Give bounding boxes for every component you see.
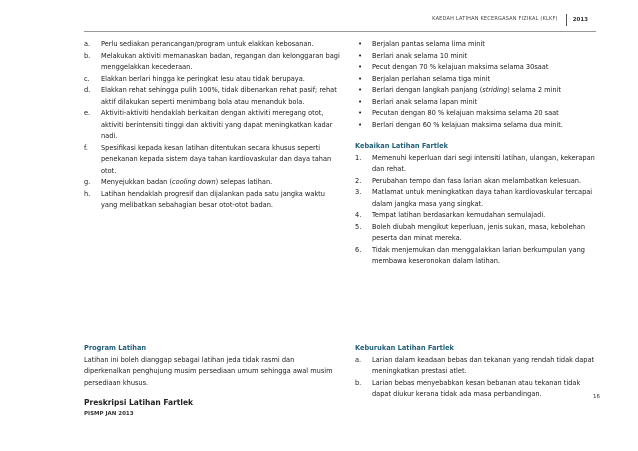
bullet-marker: • [358,120,363,129]
page-footer: PISMP JAN 2013 [84,411,134,417]
bullet-text: Berjalan pantas selama lima minit [372,40,485,48]
list-marker: h. [84,189,91,198]
fartlek-steps-list [355,39,599,131]
list-item [84,177,342,189]
list-item [355,378,599,401]
bullet-marker: • [358,74,363,83]
list-item-text: Tidak menjemukan dan menggalakkan larian berkumpulan yang membawa keseronokan dalam latihan. [372,245,585,265]
advantages-list [355,153,599,268]
bullet-item [355,39,599,51]
bullet-text: Berjalan perlahan selama tiga minit [372,74,491,83]
list-item [355,222,599,245]
advantages-heading: Kebaikan Latihan Fartlek [355,142,449,150]
list-item [355,187,599,210]
list-item [84,85,342,108]
list-item-text: Perlu sediakan perancangan/program untuk elakkan kebosanan. [101,40,314,48]
header-title: KAEDAH LATIHAN KECERGASAN FIZIKAL (KLKF) [432,16,558,23]
bullet-item [355,74,599,86]
list-item [84,143,342,178]
program-section [84,343,342,409]
list-item [84,108,342,143]
list-item-text: Larian dalam keadaan bebas dan tekanan yang rendah tidak dapat meningkatkan prestasi atlet. [372,355,595,375]
list-marker: f. [84,143,88,152]
list-item-text-part: Menyejukkan badan ( [101,178,173,186]
list-item [355,355,599,378]
list-item-text: Aktiviti-aktiviti hendaklah berkaitan dengan aktiviti meregang otot, aktiviti berintensiti tinggi dan aktiviti yang dapat meningkatkan kadar nadi. [101,109,333,140]
list-marker: a. [355,355,362,364]
bullet-item [355,97,599,109]
list-item-text-part: ) selepas latihan. [215,178,273,186]
bullet-text-part: Berlari dengan langkah panjang ( [372,86,483,94]
bullet-text: Berlari anak selama lapan minit [372,97,478,106]
list-item-text: Perubahan tempo dan fasa larian akan melambatkan kelesuan. [372,176,582,185]
bullet-marker: • [358,40,363,48]
list-item [84,39,342,51]
header-divider [84,31,596,32]
list-marker: d. [84,86,91,94]
disadvantages-section [355,343,599,401]
list-item-text: Tempat latihan berdasarkan kemudahan semulajadi. [372,211,546,219]
list-item [355,153,599,176]
list-marker: a. [84,40,91,48]
list-item [84,189,342,212]
bullet-marker: • [358,63,363,71]
bullet-text: Berlari dengan 60 % kelajuan maksima selama dua minit. [372,120,563,129]
bullet-italic-term: striding [482,86,508,94]
list-marker: 1. [355,153,362,162]
list-item-text: Memenuhi keperluan dari segi intensiti latihan, ulangan, kekerapan dan rehat. [372,153,595,173]
prescription-heading: Preskripsi Latihan Fartlek [84,398,194,407]
bullet-item [355,51,599,63]
list-marker: 6. [355,245,362,254]
bullet-marker: • [358,97,363,106]
header-year: 2013 [566,14,588,26]
program-heading: Program Latihan [84,344,147,352]
list-marker: g. [84,178,91,186]
list-marker: 2. [355,176,362,185]
list-item [355,245,599,268]
list-marker: 5. [355,222,362,231]
bullet-item [355,62,599,74]
bullet-marker: • [358,51,363,60]
page-number: 16 [593,394,600,400]
list-item [84,74,342,86]
list-item-text: Elakkan berlari hingga ke peringkat lesu atau tidak berupaya. [101,74,305,83]
bullet-text: Pecut dengan 70 % kelajuan maksima selama 30saat [372,63,549,71]
list-item-text: Elakkan rehat sehingga pulih 100%, tidak dibenarkan rehat pasif; rehat aktif dilakukan seperti menimbang bola atau menanduk bola. [101,86,337,106]
bullet-item [355,85,599,97]
guidelines-list [84,39,342,212]
list-marker: b. [355,378,362,387]
bullet-text: Berlari anak selama 10 minit [372,51,468,60]
list-item [355,210,599,222]
list-marker: b. [84,51,91,60]
right-column [355,39,599,268]
list-item [84,51,342,74]
bullet-text-part: ) selama 2 minit [507,86,561,94]
bullet-marker: • [358,109,363,117]
disadvantages-heading: Keburukan Latihan Fartlek [355,344,454,352]
list-marker: 4. [355,211,362,219]
list-item-text: Melakukan aktiviti memanaskan badan, regangan dan kelonggaran bagi menggelakkan kecederaan. [101,51,340,71]
list-item-text: Matlamat untuk meningkatkan daya tahan kardiovaskular tercapai dalam jangka masa yang singkat. [372,188,593,208]
list-item-text: Boleh diubah mengikut keperluan, jenis sukan, masa, kebolehan peserta dan minat mereka. [372,222,586,242]
bullet-marker: • [358,86,363,94]
program-paragraph: Latihan ini boleh dianggap sebagai latihan jeda tidak rasmi dan diperkenalkan penghujung musim persediaan umum sehingga awal musim persediaan khusus. [84,355,333,387]
list-item-italic-term: cooling down [172,178,216,186]
list-marker: c. [84,74,90,83]
left-column [84,39,342,212]
bullet-text: Pecutan dengan 80 % kelajuan maksima selama 20 saat [372,109,559,117]
list-marker: 3. [355,188,362,196]
page-header [432,14,588,26]
list-item-text: Latihan hendaklah progresif dan dijalankan pada satu jangka waktu yang melibatkan sebahagian besar otot-otot badan. [101,189,325,209]
list-item [355,176,599,188]
list-item-text: Larian bebas menyebabkan kesan bebanan atau tekanan tidak dapat diukur kerana tidak ada masa perbandingan. [372,378,581,398]
bullet-item [355,108,599,120]
list-marker: e. [84,109,91,117]
bullet-item [355,120,599,132]
list-item-text: Spesifikasi kepada kesan latihan ditentukan secara khusus seperti penekanan kepada sistem daya tahan kardiovaskular dan daya tahan otot. [101,143,332,175]
